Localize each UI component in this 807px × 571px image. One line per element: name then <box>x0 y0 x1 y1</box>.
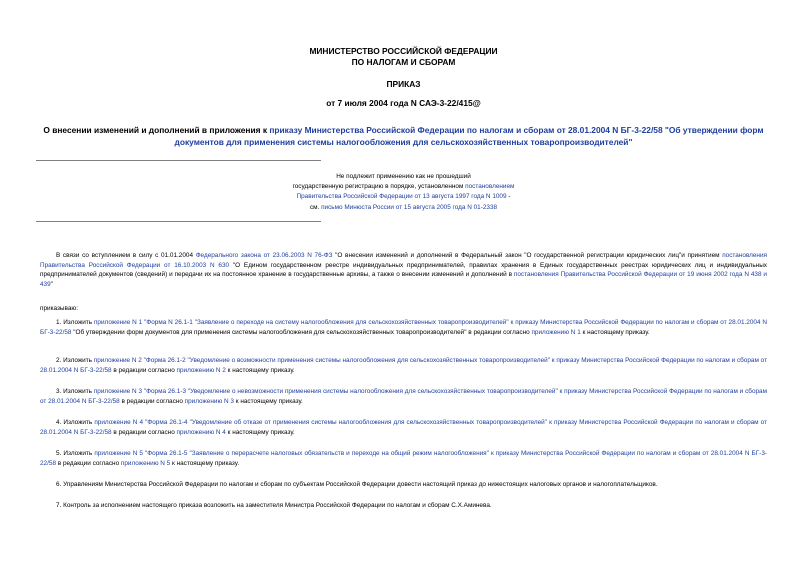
link-federal-law[interactable]: Федерального закона от 23.06.2003 N 76-ФЗ <box>195 252 333 259</box>
item-1-link-appendix[interactable]: приложение N 1 "Форма N 26.1-1 "Заявление о переходе на систему налогообложения для сельскохозяйственных товаропроизводителей" к приказу Министерства Российской Федерации по налогам и сборам от 28.01.2004 N БГ-3-22/58 <box>40 319 767 336</box>
item-7: 7. Контроль за исполнением настоящего приказа возложить на заместителя Министра Российской Федерации по налогам и сборам С.Х.Аминева. <box>56 502 492 509</box>
item-3-link-annex[interactable]: приложению N 3 <box>184 397 234 405</box>
item-5: 5. Изложить приложение N 5 "Форма 26.1-5 "Заявление о перерасчете налоговых обязательств и переходе на общий режим налогообложения" к приказу Министерства Российской Федерации по налогам и сборам от 28.01.2004 N БГ-3-22/58 в редакции согласно приложению N 5 к настоящему приказу. <box>40 450 767 467</box>
item-6: 6. Управлениям Министерства Российской Федерации по налогам и сборам по субъектам Российской Федерации довести настоящий приказ до нижестоящих налоговых органов и налогоплательщиков. <box>56 481 658 488</box>
item-3: 3. Изложить приложение N 3 "Форма 26.1-3 "Уведомление о невозможности применения системы налогообложения для сельскохозяйственных товаропроизводителей" к приказу Министерства Российской Федерации по налогам и сборам от 28.01.2004 N БГ-3-22/58 в редакции согласно приложению N 3 к настоящему приказу. <box>40 388 767 405</box>
item-1: 1. Изложить приложение N 1 "Форма N 26.1-1 "Заявление о переходе на систему налогообложения для сельскохозяйственных товаропроизводителей" к приказу Министерства Российской Федерации по налогам и сборам от 28.01.2004 N БГ-3-22/58 "Об утверждении форм документов для применения системы налогообложения для сельскохозяйственных товаропроизводителей" в редакции согласно приложению N 1 к настоящему приказу. <box>40 319 767 336</box>
doc-title <box>40 125 767 148</box>
note-link-letter[interactable]: письмо Минюста России от 15 августа 2005 года N 01-2338 <box>321 203 498 211</box>
note-link-resolution-cont[interactable]: Правительства Российской Федерации от 13 августа 1997 года N 1009 <box>296 193 507 201</box>
item-4: 4. Изложить приложение N 4 "Форма 26.1-4 "Уведомление об отказе от применения системы налогообложения для сельскохозяйственных товаропроизводителей" к приказу Министерства Российской Федерации по налогам и сборам от 28.01.2004 N БГ-3-22/58 в редакции согласно приложению N 4 к настоящему приказу. <box>40 419 768 436</box>
divider-bottom <box>36 221 321 222</box>
note-link-resolution[interactable]: постановлением <box>465 183 515 191</box>
item-4-link-appendix[interactable]: приложение N 4 "Форма 26.1-4 "Уведомление об отказе от применения системы налогообложения для сельскохозяйственных товаропроизводителей" к приказу Министерства Российской Федерации по налогам и сборам от 28.01.2004 N БГ-3-22/58 <box>40 419 768 436</box>
link-resolutions-438-439[interactable]: постановления Правительства Российской Федерации от 19 июня 2002 года N 438 и 439 <box>40 271 767 288</box>
item-5-link-appendix[interactable]: приложение N 5 "Форма 26.1-5 "Заявление о перерасчете налоговых обязательств и переходе на общий режим налогообложения" к приказу Министерства Российской Федерации по налогам и сборам от 28.01.2004 N БГ-3-22/58 <box>40 450 767 467</box>
order-word: приказываю: <box>40 305 78 312</box>
note-line2: государственную регистрацию в порядке, установленном постановлением <box>292 183 515 191</box>
item-3-link-appendix[interactable]: приложение N 3 "Форма 26.1-3 "Уведомление о невозможности применения системы налогообложения для сельскохозяйственных товаропроизводителей" к приказу Министерства Российской Федерации по налогам и сборам от 28.01.2004 N БГ-3-22/58 <box>40 388 767 405</box>
item-2: 2. Изложить приложение N 2 "Форма 26.1-2 "Уведомление о возможности применения системы налогообложения для сельскохозяйственных товаропроизводителей" к приказу Министерства Российской Федерации по налогам и сборам от 28.01.2004 N БГ-3-22/58 в редакции согласно приложению N 2 к настоящему приказу. <box>40 357 767 374</box>
ministry-name-line1: МИНИСТЕРСТВО РОССИЙСКОЙ ФЕДЕРАЦИИ <box>309 46 498 56</box>
item-5-link-annex[interactable]: приложению N 5 <box>120 459 171 467</box>
status-note <box>220 172 587 213</box>
title-link[interactable]: приказу Министерства Российской Федерации по налогам и сборам от 28.01.2004 N БГ-3-22/58 "Об утверждении форм документов для применения системы налогообложения для сельскохозяйственных товаропроизводителей" <box>174 125 764 147</box>
item-4-link-annex[interactable]: приложению N 4 <box>176 428 226 436</box>
item-2-link-annex[interactable]: приложению N 2 <box>176 366 226 374</box>
ministry-name-line2: ПО НАЛОГАМ И СБОРАМ <box>351 57 456 67</box>
note-line1: Не подлежит применению как не прошедший <box>336 173 471 180</box>
link-resolution-630[interactable]: постановления Правительства Российской Федерации от 16.10.2003 N 630 <box>40 252 767 269</box>
preamble-paragraph: В связи со вступлением в силу с 01.01.2004 Федерального закона от 23.06.2003 N 76-ФЗ "О внесении изменений и дополнений в Федеральный закон "О государственной регистрации юридических лиц"и принятием постановления Правительства Российской Федерации от 16.10.2003 N 630 "О Едином государственном реестре индивидуальных предпринимателей, правилах хранения в Единых государственных реестрах юридических лиц и индивидуальных предпринимателей документов (сведений) и передачи их на постоянное хранение в государственные архивы, а также о внесении изменений и дополнений в постановления Правительства Российской Федерации от 19 июня 2002 года N 438 и 439" <box>40 252 767 288</box>
doc-type: ПРИКАЗ <box>386 79 421 89</box>
title-text: О внесении изменений и дополнений в приложения к <box>43 125 270 135</box>
item-2-link-appendix[interactable]: приложение N 2 "Форма 26.1-2 "Уведомление о возможности применения системы налогообложения для сельскохозяйственных товаропроизводителей" к приказу Министерства Российской Федерации по налогам и сборам от 28.01.2004 N БГ-3-22/58 <box>40 357 767 374</box>
item-1-link-annex[interactable]: приложению N 1 <box>531 328 581 336</box>
note-line4: см. письмо Минюста России от 15 августа 2005 года N 01-2338 <box>309 203 498 211</box>
doc-date-number: от 7 июля 2004 года N САЭ-3-22/415@ <box>326 98 481 108</box>
note-line3: Правительства Российской Федерации от 13 августа 1997 года N 1009 - <box>296 193 511 201</box>
divider-top <box>36 160 321 161</box>
